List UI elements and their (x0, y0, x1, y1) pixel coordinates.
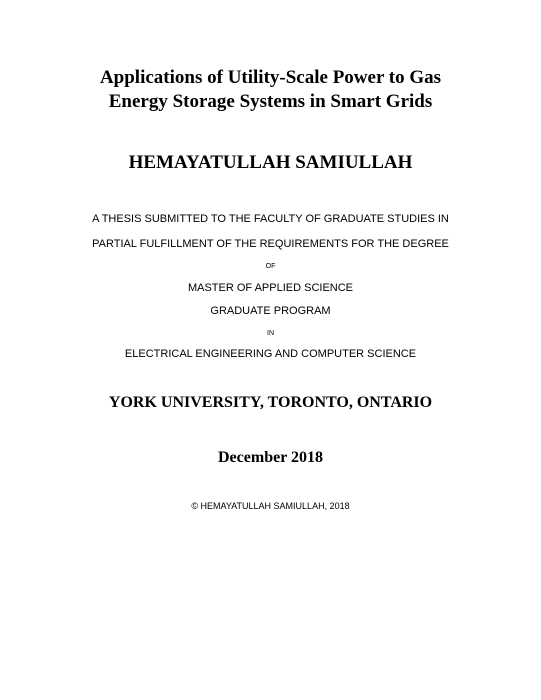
department-name: ELECTRICAL ENGINEERING AND COMPUTER SCIENCE (124, 348, 417, 360)
submission-date: December 2018 (218, 449, 323, 466)
thesis-statement-line-2: PARTIAL FULFILLMENT OF THE REQUIREMENTS FOR THE DEGREE (92, 238, 449, 250)
degree-name: MASTER OF APPLIED SCIENCE (187, 282, 354, 294)
thesis-statement-line-1: A THESIS SUBMITTED TO THE FACULTY OF GRADUATE STUDIES IN (92, 213, 449, 225)
thesis-title-line-2: Energy Storage Systems in Smart Grids (108, 91, 433, 112)
of-word: OF (265, 263, 276, 270)
thesis-title-line-1: Applications of Utility-Scale Power to Gas (99, 67, 442, 88)
university-name: YORK UNIVERSITY, TORONTO, ONTARIO (108, 394, 433, 411)
in-word: IN (267, 330, 274, 337)
program-name: GRADUATE PROGRAM (210, 305, 331, 317)
author-name: HEMAYATULLAH SAMIULLAH (128, 152, 413, 173)
copyright-notice: © HEMAYATULLAH SAMIULLAH, 2018 (191, 501, 350, 511)
